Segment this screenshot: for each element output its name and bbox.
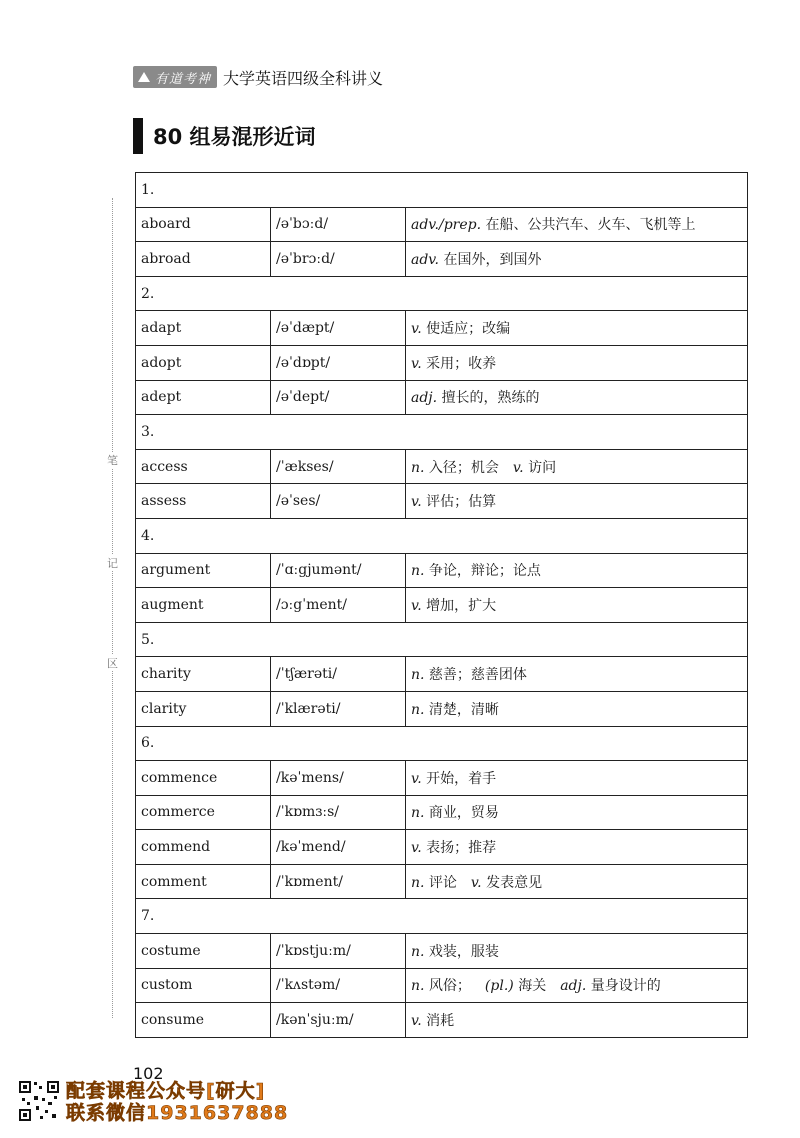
word-cell: abroad [136,242,271,277]
part-of-speech: adv. [411,251,440,268]
definition-cell [406,968,748,1003]
phonetic-cell: /ˈɑːgjumənt/ [271,553,406,588]
definition-cell [406,242,748,277]
section-title: 80 组易混形近词 [153,125,316,149]
word-cell: augment [136,588,271,623]
definition-text: 采用；收养 [426,355,497,372]
definition-cell [406,934,748,969]
definition-text: 争论，辩论；论点 [428,563,541,580]
word-cell: clarity [136,691,271,726]
definition-cell [406,484,748,519]
word-row [136,207,748,242]
group-number: 6. [136,726,748,761]
definition-cell [406,864,748,899]
definition-cell [406,1003,748,1038]
phonetic-cell: /əˈdæpt/ [271,311,406,346]
notes-margin-line [112,198,113,1018]
page-number: 102 [133,1064,164,1083]
definition-text: 评估；估算 [426,494,497,511]
group-header-row [136,518,748,553]
word-cell: commence [136,761,271,796]
word-cell: consume [136,1003,271,1038]
definition-cell [406,830,748,865]
part-of-speech: v. [411,321,422,338]
part-of-speech: n. [411,667,425,684]
group-number: 2. [136,276,748,311]
word-row [136,484,748,519]
word-cell: argument [136,553,271,588]
promo-line: 联系微信1931637888 [66,1102,289,1124]
definition-cell [406,207,748,242]
definition-cell [406,345,748,380]
definition-text: 评论 [428,874,457,891]
definition-text: 在国外，到国外 [443,251,542,268]
word-cell: costume [136,934,271,969]
part-of-speech: n. [411,978,425,995]
notes-label-char: 记 [107,557,118,570]
word-cell: assess [136,484,271,519]
word-row [136,553,748,588]
group-number: 1. [136,173,748,208]
definition-text: 戏装，服装 [428,943,499,960]
phonetic-cell: /əˈbɔːd/ [271,207,406,242]
definition-text: 擅长的，熟练的 [441,390,540,407]
word-row [136,968,748,1003]
word-row [136,761,748,796]
part-of-speech: v. [411,840,422,857]
promo-banner [66,1080,288,1124]
phonetic-cell: /ˈklærəti/ [271,691,406,726]
part-of-speech: n. [411,805,425,822]
notes-label-char: 区 [107,657,118,670]
part-of-speech: v. [411,597,422,614]
definition-cell [406,795,748,830]
word-row [136,830,748,865]
phonetic-cell: /əˈdept/ [271,380,406,415]
definition-text: 使适应；改编 [426,321,511,338]
word-row [136,795,748,830]
word-row [136,449,748,484]
definition-text: 入径；机会 [428,459,499,476]
definition-text: 海关 [518,978,547,995]
part-of-speech: n. [411,459,425,476]
word-cell: custom [136,968,271,1003]
word-row [136,380,748,415]
word-row [136,691,748,726]
word-cell: charity [136,657,271,692]
word-row [136,1003,748,1038]
word-cell: comment [136,864,271,899]
part-of-speech: v. [411,355,422,372]
phonetic-cell: /ˈækses/ [271,449,406,484]
group-number: 4. [136,518,748,553]
phonetic-cell: /əˈbrɔːd/ [271,242,406,277]
vocabulary-table [135,172,748,1038]
definition-text: 开始，着手 [426,770,497,787]
section-heading [133,118,316,154]
logo-text: 有道考神 [155,71,212,87]
phonetic-cell: /ɔːgˈment/ [271,588,406,623]
word-cell: adopt [136,345,271,380]
part-of-speech: adv./prep. [411,217,482,234]
definition-text: 风俗； [428,978,471,995]
definition-text: 在船、公共汽车、火车、飞机等上 [485,217,696,234]
phonetic-cell: /ˈkɒmɜːs/ [271,795,406,830]
part-of-speech: n. [411,943,425,960]
definition-text: 表扬；推荐 [426,840,497,857]
part-of-speech: v. [470,874,482,891]
definition-cell [406,311,748,346]
promo-line: 配套课程公众号[研大] [66,1080,266,1102]
part-of-speech: adj. [560,978,587,995]
page-header [133,64,383,90]
definition-cell [406,657,748,692]
word-cell: commend [136,830,271,865]
phonetic-cell: /kənˈsjuːm/ [271,1003,406,1038]
group-number: 5. [136,622,748,657]
phonetic-cell: /ˈkɒstjuːm/ [271,934,406,969]
word-row [136,311,748,346]
phonetic-cell: /kəˈmens/ [271,761,406,796]
phonetic-cell: /kəˈmend/ [271,830,406,865]
group-header-row [136,622,748,657]
word-cell: commerce [136,795,271,830]
part-of-speech: v. [512,459,524,476]
part-of-speech: v. [411,1013,422,1030]
book-icon [137,70,151,84]
word-row [136,934,748,969]
group-header-row [136,726,748,761]
definition-text: 访问 [528,459,557,476]
phonetic-cell: /ˈkɒment/ [271,864,406,899]
definition-cell [406,380,748,415]
word-cell: adapt [136,311,271,346]
book-title: 大学英语四级全科讲义 [223,68,384,88]
part-of-speech: n. [411,874,425,891]
definition-text: 清楚，清晰 [428,701,499,718]
definition-cell [406,761,748,796]
part-of-speech: v. [411,494,422,511]
word-cell: access [136,449,271,484]
qr-code-icon [18,1080,60,1122]
definition-text: 发表意见 [486,874,543,891]
group-header-row [136,276,748,311]
part-of-speech: (pl.) [484,978,514,995]
definition-text: 量身设计的 [590,978,661,995]
group-header-row [136,899,748,934]
group-number: 7. [136,899,748,934]
definition-text: 慈善；慈善团体 [428,667,527,684]
notes-label-char: 笔 [107,454,118,467]
word-row [136,657,748,692]
group-header-row [136,415,748,450]
word-cell: aboard [136,207,271,242]
part-of-speech: n. [411,563,425,580]
phonetic-cell: /əˈses/ [271,484,406,519]
definition-text: 增加，扩大 [426,597,497,614]
phonetic-cell: /ˈtʃærəti/ [271,657,406,692]
phonetic-cell: /ˈkʌstəm/ [271,968,406,1003]
word-cell: adept [136,380,271,415]
definition-cell [406,449,748,484]
group-number: 3. [136,415,748,450]
group-header-row [136,173,748,208]
definition-cell [406,691,748,726]
brand-logo [133,66,217,88]
definition-text: 消耗 [426,1013,455,1030]
section-marker [133,118,143,154]
word-row [136,864,748,899]
definition-text: 商业，贸易 [428,805,499,822]
phonetic-cell: /əˈdɒpt/ [271,345,406,380]
word-row [136,242,748,277]
part-of-speech: v. [411,770,422,787]
word-row [136,588,748,623]
definition-cell [406,553,748,588]
part-of-speech: n. [411,701,425,718]
word-row [136,345,748,380]
definition-cell [406,588,748,623]
part-of-speech: adj. [411,390,438,407]
